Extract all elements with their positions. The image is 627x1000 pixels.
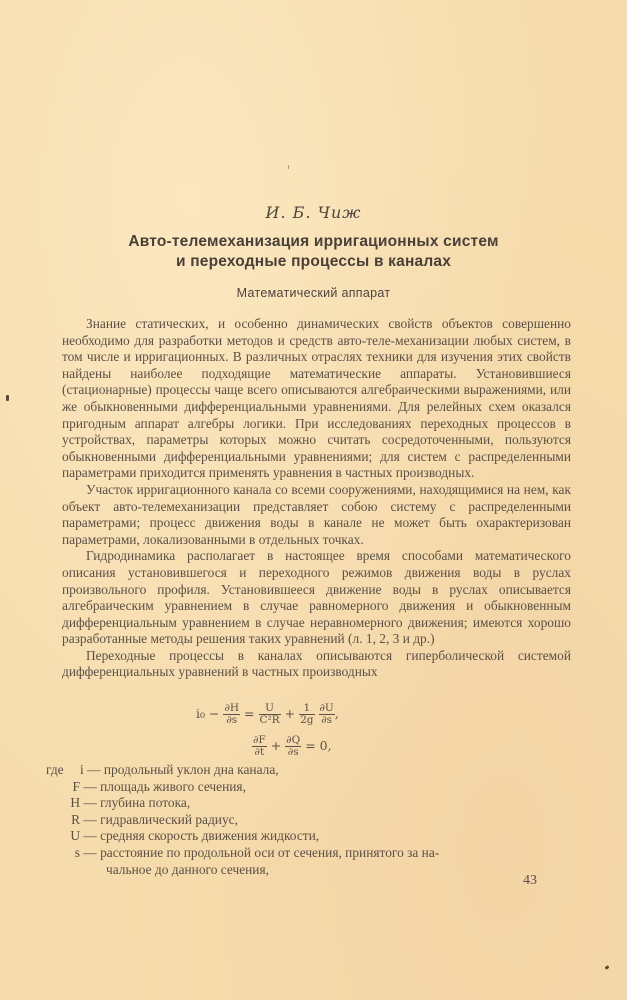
fraction: [299, 703, 314, 726]
paragraph: Знание статических, и особенно динамических свойств объектов совершенно необходимо для разработки методов и средств авто-теле-механизации любых систем, в том числе и ирригационных. В различных отраслях техники для изучения этих свойств найдены наиболее подходящие математические аппараты. Установившиеся (стационарные) процессы чаще всего описываются алгебраическими выражениями, или же обыкновенными дифференциальными уравнениями. Для релейных схем оказался пригодным аппарат алгебры логики. При исследованиях переходных процессов в устройствах, параметры которых можно считать сосредоточенными, пользуются обыкновенными дифференциальными уравнениями; для систем с распределенными параметрами приходится применять уравнения в частных производных.: [62, 316, 571, 481]
fraction: [285, 735, 301, 758]
fraction: [223, 703, 240, 726]
fraction: [259, 703, 281, 726]
denominator: ∂s: [226, 714, 238, 726]
title-line-2: и переходные процессы в каналах: [175, 253, 452, 270]
paper-speck: [605, 965, 610, 970]
equation-continuity: [252, 735, 332, 758]
definition-symbol: s: [74, 844, 80, 860]
numerator: ∂Q: [286, 734, 301, 746]
paragraph: Переходные процессы в каналах описываются гиперболической системой дифференциальных уравнений в частных производных: [62, 647, 571, 680]
definition-symbol: F: [72, 778, 80, 794]
definition-symbol: U: [70, 828, 80, 844]
definition-row: [46, 795, 566, 812]
definition-row: [46, 828, 566, 845]
numerator: ∂F: [253, 734, 266, 746]
denominator: ∂s: [287, 746, 299, 758]
definition-row: [46, 779, 566, 796]
paper-speck: [6, 395, 9, 401]
equation-term: i₀ −: [196, 706, 220, 721]
section-heading: Математический аппарат: [236, 286, 391, 300]
definition-text: — площадь живого сечения,: [83, 778, 246, 794]
paragraph: Гидродинамика располагает в настоящее время способами математического описания установившегося и переходного режимов движения воды в руслах произвольного профиля. Установившееся движение воды в руслах описывается алгебраическим уравнением в случае равномерного движения и обыкновенным дифференциальным уравнением в случае неравномерного движения; имеются хорошо разработанные методы решения таких уравнений (л. 1, 2, 3 и др.): [62, 548, 571, 647]
variable-definitions: [46, 762, 566, 878]
paper-speck: [288, 165, 289, 169]
denominator: ∂t: [254, 746, 265, 758]
definition-text: — расстояние по продольной оси от сечения, принятого за на-: [83, 844, 440, 860]
definition-continuation: чальное до данного сечения,: [106, 861, 269, 877]
definition-row: [46, 812, 566, 829]
numerator: ∂H: [224, 702, 240, 714]
author-name: И. Б. Чиж: [265, 203, 362, 222]
numerator: ∂U: [319, 702, 334, 714]
comma: ,: [334, 706, 339, 721]
definition-symbol: R: [71, 811, 80, 827]
definition-lead: где: [46, 762, 64, 777]
definition-text: — средняя скорость движения жидкости,: [83, 828, 320, 844]
definition-row: [46, 845, 566, 862]
denominator: C²R: [259, 714, 280, 726]
paragraph: Участок ирригационного канала со всеми сооружениями, находящимися на нем, как объект авто-телемеханизации представляет собою систему с распределенными параметрами; процесс движения воды в канале не может быть охарактеризован параметрами, локализованными в отдельных точках.: [62, 481, 571, 547]
definition-row: [46, 762, 566, 779]
definition-symbol: i: [80, 762, 84, 777]
equals-sign: =: [244, 706, 255, 721]
fraction: [319, 703, 335, 726]
article-body: [62, 316, 571, 681]
plus-sign: +: [284, 706, 296, 721]
article-title: [0, 232, 627, 272]
definition-symbol: H: [70, 795, 80, 811]
equation-rhs: = 0,: [305, 738, 332, 753]
numerator: 1: [299, 703, 314, 715]
equation-momentum: [196, 703, 339, 726]
denominator: 2g: [300, 714, 314, 726]
denominator: ∂s: [321, 714, 333, 726]
definition-text: — гидравлический радиус,: [83, 811, 238, 827]
plus-sign: +: [270, 738, 282, 753]
numerator: U: [259, 703, 281, 715]
definition-text: — глубина потока,: [83, 795, 191, 811]
definition-text: — продольный уклон дна канала,: [87, 762, 279, 777]
title-line-1: Авто-телемеханизация ирригационных систем: [128, 233, 499, 250]
page-number: 43: [523, 873, 537, 888]
fraction: [252, 735, 267, 758]
